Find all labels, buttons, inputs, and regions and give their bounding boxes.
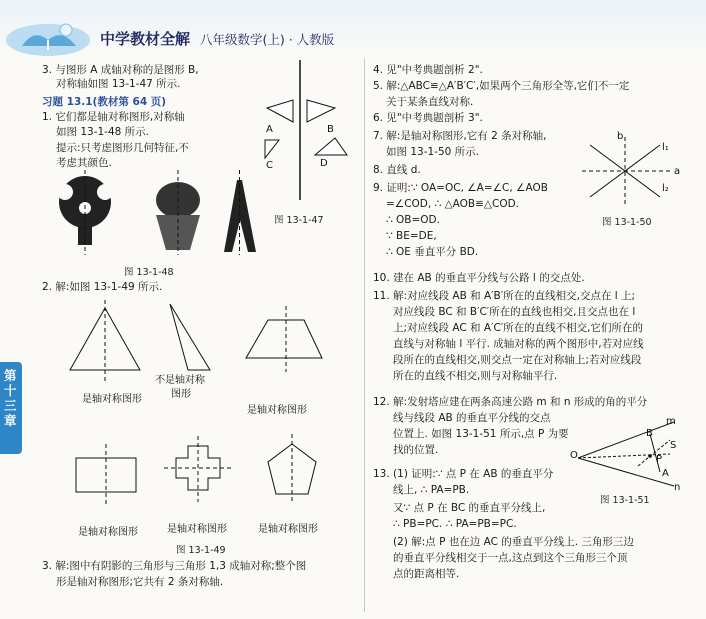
fig47-label-b: B [327, 124, 334, 135]
fig50-caption: 图 13-1-50 [602, 217, 652, 228]
answer-5-line1: 5. 解:△ABC≌△A′B′C′,如果两个三角形全等,它们不一定 [373, 80, 630, 92]
answer-12-line3: 位置上. 如图 13-1-51 所示,点 P 为要 [393, 428, 569, 440]
answer-13-line6: 的垂直平分线相交于一点,这点到这个三角形三个顶 [393, 552, 628, 564]
answer-13-line4: ∴ PB=PC. ∴ PA=PB=PC. [393, 518, 517, 530]
answer-7-line1: 7. 解:是轴对称图形,它有 2 条对称轴, [373, 130, 547, 142]
fig51-label-b: B [646, 428, 653, 439]
answer-11-line1: 11. 解:对应线段 AB 和 A′B′所在的直线相交,交点在 l 上; [373, 290, 636, 302]
fig47-caption: 图 13-1-47 [274, 215, 324, 226]
figure-13-1-51 [566, 420, 686, 490]
column-divider [364, 58, 365, 612]
fig51-label-p: P [656, 454, 663, 465]
book-logo-icon [4, 14, 92, 58]
answer-8: 8. 直线 d. [373, 164, 421, 176]
papercut-icon [57, 170, 113, 255]
answer-9-line5: ∴ OE 垂直平分 BD. [386, 246, 479, 258]
shape2-label-line2: 图形 [171, 389, 191, 400]
exercise-heading: 习题 13.1(教材第 64 页) [42, 96, 167, 108]
answer-13-line1: 13. (1) 证明:∵ 点 P 在 AB 的垂直平分 [373, 468, 554, 480]
answer-13-line5: (2) 解:点 P 也在边 AC 的垂直平分线上. 三角形三边 [393, 536, 634, 548]
answer-11-line2: 对应线段 BC 和 B′C′所在的直线也相交,且交点也在 l [393, 306, 636, 318]
fig47-label-d: D [320, 158, 328, 169]
answer-9-line2: =∠COD, ∴ △AOB≌△COD. [386, 198, 520, 210]
fig51-label-s: S [670, 440, 677, 451]
answer-12-line4: 找的位置. [393, 444, 439, 456]
answer-9-line1: 9. 证明:∵ OA=OC, ∠A=∠C, ∠AOB [373, 182, 548, 194]
answer-3-line1: 3. 与图形 A 成轴对称的是图形 B, [42, 64, 199, 76]
answer-9-line3: ∴ OB=OD. [386, 214, 440, 226]
fig49-caption: 图 13-1-49 [176, 545, 226, 556]
fig51-label-o: O [570, 450, 578, 461]
answer-11-line4: 直线与对称轴 l 平行. 成轴对称的两个图形中,若对应线 [393, 338, 644, 350]
fig47-label-c: C [266, 160, 273, 171]
shape2-label-line1: 不是轴对称 [155, 375, 205, 386]
series-title: 中学教材全解 [100, 30, 191, 48]
answer-9-line4: ∵ BE=DE, [386, 230, 437, 242]
q1-line1: 1. 它们都是轴对称图形,对称轴 [42, 111, 185, 123]
shape4-label: 是轴对称图形 [78, 527, 138, 538]
answer-11-line5: 段所在的直线相交,则交点一定在对称轴上;若对应线段 [393, 354, 642, 366]
answer-12-line1: 12. 解:发射塔应建在两条高速公路 m 和 n 形成的角的平分 [373, 396, 648, 408]
fig50-label-l2: l₂ [662, 183, 669, 194]
fig48-caption: 图 13-1-48 [124, 267, 174, 278]
q3-line2: 形是轴对称图形;它共有 2 条对称轴. [56, 576, 224, 588]
answer-10: 10. 建在 AB 的垂直平分线与公路 l 的交点处. [373, 272, 585, 284]
q1-line4: 考虑其颜色. [56, 157, 112, 169]
shape5-label: 是轴对称图形 [167, 524, 227, 535]
answer-4: 4. 见"中考典题剖析 2". [373, 64, 483, 76]
q2-line: 2. 解:如图 13-1-49 所示. [42, 281, 163, 293]
answer-12-line2: 线与线段 AB 的垂直平分线的交点 [393, 412, 551, 424]
figure-13-1-49 [60, 298, 350, 548]
shape6-label: 是轴对称图形 [258, 524, 318, 535]
tower-icon [224, 170, 256, 255]
fig51-label-a: A [662, 468, 669, 479]
q3-line1: 3. 解:图中有阴影的三角形与三角形 1,3 成轴对称;整个图 [42, 560, 307, 572]
answer-13-line7: 点的距离相等. [393, 568, 460, 580]
fig47-label-a: A [266, 124, 273, 135]
answer-11-line6: 所在的直线不相交,则与对称轴平行. [393, 370, 558, 382]
fig51-label-n: n [674, 482, 681, 493]
answer-13-line3: 又∵ 点 P 在 BC 的垂直平分线上, [393, 502, 546, 514]
answer-11-line3: 上;对应线段 AC 和 A′C′所在的直线不相交,它们所在的 [393, 322, 643, 334]
fig51-label-m: m [666, 416, 676, 427]
answer-3-line2: 对称轴如图 13-1-47 所示. [56, 78, 181, 90]
fig51-caption: 图 13-1-51 [600, 495, 650, 506]
fig50-label-l1: l₁ [662, 142, 669, 153]
shape1-label: 是轴对称图形 [82, 394, 142, 405]
fig50-label-a: a [674, 166, 681, 177]
answer-6: 6. 见"中考典题剖析 3". [373, 112, 483, 124]
chapter-tab-label: 第十三章 [4, 368, 17, 428]
book-subtitle: 八年级数学(上) · 人教版 [200, 32, 335, 47]
kite-icon [156, 170, 200, 255]
shape3-label: 是轴对称图形 [247, 405, 307, 416]
answer-13-line2: 线上, ∴ PA=PB. [393, 484, 470, 496]
q1-line3: 提示:只考虑图形几何特征,不 [56, 142, 189, 154]
answer-5-line2: 关于某条直线对称. [386, 96, 474, 108]
q1-line2: 如图 13-1-48 所示. [56, 126, 149, 138]
fig50-label-b: b [617, 131, 624, 142]
answer-7-line2: 如图 13-1-50 所示. [386, 146, 479, 158]
figure-13-1-48 [30, 170, 280, 260]
